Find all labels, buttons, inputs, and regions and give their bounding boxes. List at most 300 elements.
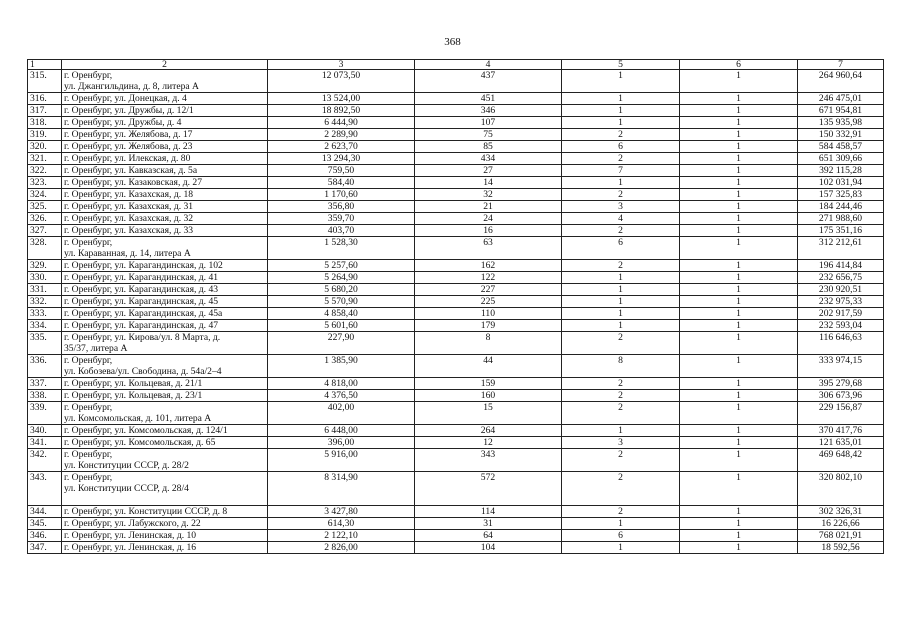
area-cell: 12 073,50	[268, 70, 415, 93]
amount-cell: 395 279,68	[798, 378, 884, 390]
area-cell: 2 826,00	[268, 542, 415, 554]
row-number-cell: 342.	[28, 449, 62, 472]
column-5-cell: 6	[562, 530, 680, 542]
address-cell	[62, 378, 268, 390]
column-4-cell: 63	[415, 237, 562, 260]
address-cell	[62, 308, 268, 320]
table-row	[28, 308, 884, 320]
amount-cell: 102 031,94	[798, 177, 884, 189]
column-4-cell: 21	[415, 201, 562, 213]
column-6-cell: 1	[680, 320, 798, 332]
column-5-cell: 1	[562, 425, 680, 437]
address-line: г. Оренбург, ул. Казахская, д. 18	[64, 189, 194, 200]
area-cell: 5 680,20	[268, 284, 415, 296]
area-cell: 1 528,30	[268, 237, 415, 260]
column-6-cell: 1	[680, 237, 798, 260]
column-header: 6	[680, 60, 798, 70]
address-cell	[62, 542, 268, 554]
address-cell	[62, 129, 268, 141]
row-number-cell: 315.	[28, 70, 62, 93]
column-header: 4	[415, 60, 562, 70]
amount-cell: 246 475,01	[798, 93, 884, 105]
area-cell: 4 376,50	[268, 390, 415, 402]
column-5-cell: 4	[562, 213, 680, 225]
area-cell: 4 818,00	[268, 378, 415, 390]
address-line: г. Оренбург,	[64, 449, 113, 460]
column-5-cell: 1	[562, 117, 680, 129]
address-line: г. Оренбург, ул. Ленинская, д. 16	[64, 542, 197, 553]
column-6-cell: 1	[680, 449, 798, 472]
table-row	[28, 213, 884, 225]
table-row	[28, 177, 884, 189]
column-4-cell: 110	[415, 308, 562, 320]
column-6-cell: 1	[680, 506, 798, 518]
table-row	[28, 260, 884, 272]
address-line: г. Оренбург, ул. Кирова/ул. 8 Марта, д.	[64, 332, 221, 343]
column-5-cell: 2	[562, 390, 680, 402]
row-number-cell: 339.	[28, 402, 62, 425]
table-row	[28, 105, 884, 117]
address-line: г. Оренбург, ул. Кавказская, д. 5а	[64, 165, 198, 176]
address-line: г. Оренбург, ул. Карагандинская, д. 43	[64, 284, 219, 295]
address-cell	[62, 402, 268, 425]
row-number-cell: 323.	[28, 177, 62, 189]
table-row	[28, 129, 884, 141]
amount-cell: 584 458,57	[798, 141, 884, 153]
address-line: ул. Кобозева/ул. Свободина, д. 54а/2–4	[64, 366, 222, 377]
column-5-cell: 2	[562, 153, 680, 165]
column-5-cell: 1	[562, 320, 680, 332]
address-line: г. Оренбург, ул. Илекская, д. 80	[64, 153, 191, 164]
address-cell	[62, 506, 268, 518]
column-header: 1	[28, 60, 62, 70]
column-6-cell: 1	[680, 530, 798, 542]
table-row	[28, 237, 884, 260]
address-line: г. Оренбург,	[64, 472, 113, 483]
area-cell: 2 289,90	[268, 129, 415, 141]
column-5-cell: 2	[562, 332, 680, 355]
row-number-cell: 319.	[28, 129, 62, 141]
column-6-cell: 1	[680, 117, 798, 129]
amount-cell: 232 593,04	[798, 320, 884, 332]
column-6-cell: 1	[680, 284, 798, 296]
table-row	[28, 93, 884, 105]
amount-cell: 306 673,96	[798, 390, 884, 402]
column-5-cell: 3	[562, 437, 680, 449]
address-cell	[62, 105, 268, 117]
column-4-cell: 27	[415, 165, 562, 177]
address-line: г. Оренбург, ул. Комсомольская, д. 65	[64, 437, 216, 448]
table-row	[28, 402, 884, 425]
row-number-cell: 343.	[28, 472, 62, 506]
column-4-cell: 85	[415, 141, 562, 153]
address-cell	[62, 296, 268, 308]
address-line: г. Оренбург, ул. Конституции СССР, д. 8	[64, 506, 228, 517]
row-number-cell: 345.	[28, 518, 62, 530]
address-line: г. Оренбург,	[64, 70, 113, 81]
row-number-cell: 317.	[28, 105, 62, 117]
amount-cell: 392 115,28	[798, 165, 884, 177]
table-row	[28, 390, 884, 402]
amount-cell: 135 935,98	[798, 117, 884, 129]
address-cell	[62, 332, 268, 355]
amount-cell: 184 244,46	[798, 201, 884, 213]
column-4-cell: 31	[415, 518, 562, 530]
address-line: г. Оренбург, ул. Донецкая, д. 4	[64, 93, 187, 104]
column-6-cell: 1	[680, 390, 798, 402]
address-line: ул. Караванная, д. 14, литера А	[64, 248, 191, 259]
table-row	[28, 518, 884, 530]
address-cell	[62, 189, 268, 201]
table-row	[28, 296, 884, 308]
column-5-cell: 1	[562, 296, 680, 308]
column-5-cell: 2	[562, 506, 680, 518]
column-6-cell: 1	[680, 308, 798, 320]
area-cell: 5 264,90	[268, 272, 415, 284]
address-cell	[62, 93, 268, 105]
column-header: 7	[798, 60, 884, 70]
table-row	[28, 425, 884, 437]
amount-cell: 18 592,56	[798, 542, 884, 554]
row-number-cell: 334.	[28, 320, 62, 332]
address-cell	[62, 117, 268, 129]
table-row	[28, 332, 884, 355]
table-row	[28, 472, 884, 506]
area-cell: 13 294,30	[268, 153, 415, 165]
row-number-cell: 340.	[28, 425, 62, 437]
table-row	[28, 165, 884, 177]
amount-cell: 333 974,15	[798, 355, 884, 378]
area-cell: 18 892,50	[268, 105, 415, 117]
address-line: ул. Джангильдина, д. 8, литера А	[64, 81, 199, 92]
column-4-cell: 75	[415, 129, 562, 141]
column-4-cell: 16	[415, 225, 562, 237]
column-6-cell: 1	[680, 272, 798, 284]
area-cell: 614,30	[268, 518, 415, 530]
address-line: г. Оренбург, ул. Карагандинская, д. 102	[64, 260, 223, 271]
address-line: г. Оренбург, ул. Комсомольская, д. 124/1	[64, 425, 228, 436]
area-cell: 227,90	[268, 332, 415, 355]
row-number-cell: 316.	[28, 93, 62, 105]
address-line: г. Оренбург, ул. Казахская, д. 33	[64, 225, 194, 236]
column-6-cell: 1	[680, 260, 798, 272]
column-6-cell: 1	[680, 165, 798, 177]
address-cell	[62, 437, 268, 449]
amount-cell: 202 917,59	[798, 308, 884, 320]
column-6-cell: 1	[680, 542, 798, 554]
amount-cell: 370 417,76	[798, 425, 884, 437]
row-number-cell: 329.	[28, 260, 62, 272]
column-4-cell: 162	[415, 260, 562, 272]
column-6-cell: 1	[680, 402, 798, 425]
column-5-cell: 7	[562, 165, 680, 177]
amount-cell: 768 021,91	[798, 530, 884, 542]
column-5-cell: 2	[562, 189, 680, 201]
page-number: 368	[444, 36, 461, 48]
address-cell	[62, 213, 268, 225]
area-cell: 4 858,40	[268, 308, 415, 320]
area-cell: 402,00	[268, 402, 415, 425]
column-6-cell: 1	[680, 129, 798, 141]
column-6-cell: 1	[680, 189, 798, 201]
row-number-cell: 318.	[28, 117, 62, 129]
amount-cell: 671 954,81	[798, 105, 884, 117]
column-6-cell: 1	[680, 201, 798, 213]
address-cell	[62, 518, 268, 530]
address-line: г. Оренбург, ул. Карагандинская, д. 45	[64, 296, 219, 307]
column-4-cell: 114	[415, 506, 562, 518]
row-number-cell: 336.	[28, 355, 62, 378]
column-5-cell: 6	[562, 237, 680, 260]
address-line: г. Оренбург, ул. Кольцевая, д. 21/1	[64, 378, 203, 389]
amount-cell: 116 646,63	[798, 332, 884, 355]
row-number-cell: 346.	[28, 530, 62, 542]
area-cell: 584,40	[268, 177, 415, 189]
address-cell	[62, 237, 268, 260]
amount-cell: 271 988,60	[798, 213, 884, 225]
row-number-cell: 328.	[28, 237, 62, 260]
column-4-cell: 14	[415, 177, 562, 189]
column-4-cell: 225	[415, 296, 562, 308]
table-row	[28, 189, 884, 201]
address-cell	[62, 177, 268, 189]
amount-cell: 150 332,91	[798, 129, 884, 141]
table-row	[28, 272, 884, 284]
column-4-cell: 227	[415, 284, 562, 296]
table-header-row	[28, 60, 884, 70]
column-4-cell: 437	[415, 70, 562, 93]
row-number-cell: 344.	[28, 506, 62, 518]
amount-cell: 312 212,61	[798, 237, 884, 260]
address-cell	[62, 449, 268, 472]
address-line: г. Оренбург,	[64, 237, 113, 248]
amount-cell: 232 975,33	[798, 296, 884, 308]
amount-cell: 264 960,64	[798, 70, 884, 93]
area-cell: 3 427,80	[268, 506, 415, 518]
address-line: 35/37, литера А	[64, 343, 128, 354]
area-cell: 2 122,10	[268, 530, 415, 542]
column-4-cell: 264	[415, 425, 562, 437]
column-5-cell: 3	[562, 201, 680, 213]
column-header: 3	[268, 60, 415, 70]
table-row	[28, 506, 884, 518]
column-6-cell: 1	[680, 425, 798, 437]
row-number-cell: 325.	[28, 201, 62, 213]
table-row	[28, 378, 884, 390]
address-cell	[62, 201, 268, 213]
row-number-cell: 330.	[28, 272, 62, 284]
area-cell: 359,70	[268, 213, 415, 225]
table-row	[28, 153, 884, 165]
column-6-cell: 1	[680, 518, 798, 530]
column-6-cell: 1	[680, 355, 798, 378]
table-row	[28, 530, 884, 542]
address-line: г. Оренбург, ул. Казаковская, д. 27	[64, 177, 203, 188]
address-cell	[62, 284, 268, 296]
row-number-cell: 326.	[28, 213, 62, 225]
column-4-cell: 122	[415, 272, 562, 284]
column-5-cell: 1	[562, 93, 680, 105]
address-cell	[62, 390, 268, 402]
amount-cell: 157 325,83	[798, 189, 884, 201]
row-number-cell: 332.	[28, 296, 62, 308]
row-number-cell: 320.	[28, 141, 62, 153]
address-line: г. Оренбург, ул. Дружбы, д. 12/1	[64, 105, 194, 116]
address-line: г. Оренбург, ул. Казахская, д. 32	[64, 213, 194, 224]
column-4-cell: 343	[415, 449, 562, 472]
row-number-cell: 327.	[28, 225, 62, 237]
column-5-cell: 2	[562, 225, 680, 237]
amount-cell: 175 351,16	[798, 225, 884, 237]
column-6-cell: 1	[680, 332, 798, 355]
row-number-cell: 335.	[28, 332, 62, 355]
column-6-cell: 1	[680, 378, 798, 390]
address-cell	[62, 530, 268, 542]
column-5-cell: 2	[562, 129, 680, 141]
address-cell	[62, 165, 268, 177]
row-number-cell: 337.	[28, 378, 62, 390]
column-4-cell: 8	[415, 332, 562, 355]
row-number-cell: 324.	[28, 189, 62, 201]
address-cell	[62, 320, 268, 332]
housing-registry-table	[27, 59, 884, 554]
address-cell	[62, 225, 268, 237]
address-cell	[62, 141, 268, 153]
column-5-cell: 1	[562, 177, 680, 189]
address-cell	[62, 355, 268, 378]
area-cell: 759,50	[268, 165, 415, 177]
column-header: 2	[62, 60, 268, 70]
column-header: 5	[562, 60, 680, 70]
row-number-cell: 338.	[28, 390, 62, 402]
column-4-cell: 451	[415, 93, 562, 105]
address-line: г. Оренбург, ул. Карагандинская, д. 47	[64, 320, 219, 331]
area-cell: 5 916,00	[268, 449, 415, 472]
area-cell: 6 448,00	[268, 425, 415, 437]
row-number-cell: 347.	[28, 542, 62, 554]
column-5-cell: 2	[562, 260, 680, 272]
table-row	[28, 449, 884, 472]
address-line: г. Оренбург, ул. Ленинская, д. 10	[64, 530, 197, 541]
table-row	[28, 117, 884, 129]
column-4-cell: 159	[415, 378, 562, 390]
column-6-cell: 1	[680, 213, 798, 225]
column-6-cell: 1	[680, 105, 798, 117]
address-line: г. Оренбург, ул. Желябова, д. 23	[64, 141, 193, 152]
address-cell	[62, 70, 268, 93]
table-row	[28, 542, 884, 554]
column-6-cell: 1	[680, 141, 798, 153]
column-5-cell: 6	[562, 141, 680, 153]
column-4-cell: 44	[415, 355, 562, 378]
column-5-cell: 8	[562, 355, 680, 378]
column-6-cell: 1	[680, 177, 798, 189]
column-5-cell: 2	[562, 402, 680, 425]
amount-cell: 229 156,87	[798, 402, 884, 425]
area-cell: 356,80	[268, 201, 415, 213]
row-number-cell: 341.	[28, 437, 62, 449]
address-line: г. Оренбург, ул. Кольцевая, д. 23/1	[64, 390, 203, 401]
address-line: г. Оренбург,	[64, 355, 113, 366]
column-4-cell: 24	[415, 213, 562, 225]
area-cell: 5 257,60	[268, 260, 415, 272]
column-6-cell: 1	[680, 153, 798, 165]
amount-cell: 302 326,31	[798, 506, 884, 518]
address-line: г. Оренбург, ул. Дружбы, д. 4	[64, 117, 182, 128]
column-6-cell: 1	[680, 296, 798, 308]
area-cell: 6 444,90	[268, 117, 415, 129]
amount-cell: 469 648,42	[798, 449, 884, 472]
table-row	[28, 320, 884, 332]
amount-cell: 232 656,75	[798, 272, 884, 284]
column-5-cell: 1	[562, 70, 680, 93]
area-cell: 5 570,90	[268, 296, 415, 308]
column-4-cell: 346	[415, 105, 562, 117]
address-cell	[62, 272, 268, 284]
column-4-cell: 12	[415, 437, 562, 449]
column-5-cell: 1	[562, 272, 680, 284]
address-cell	[62, 472, 268, 506]
column-4-cell: 179	[415, 320, 562, 332]
area-cell: 396,00	[268, 437, 415, 449]
column-4-cell: 104	[415, 542, 562, 554]
table-row	[28, 70, 884, 93]
address-line: г. Оренбург, ул. Лабужского, д. 22	[64, 518, 201, 529]
address-line: г. Оренбург, ул. Казахская, д. 31	[64, 201, 194, 212]
area-cell: 403,70	[268, 225, 415, 237]
column-6-cell: 1	[680, 93, 798, 105]
column-4-cell: 64	[415, 530, 562, 542]
address-line: ул. Конституции СССР, д. 28/2	[64, 460, 189, 471]
column-5-cell: 2	[562, 472, 680, 506]
address-line: ул. Конституции СССР, д. 28/4	[64, 483, 189, 494]
area-cell: 2 623,70	[268, 141, 415, 153]
column-5-cell: 1	[562, 284, 680, 296]
address-cell	[62, 153, 268, 165]
address-line: г. Оренбург, ул. Карагандинская, д. 45а	[64, 308, 223, 319]
table-row	[28, 437, 884, 449]
column-6-cell: 1	[680, 472, 798, 506]
table-row	[28, 201, 884, 213]
row-number-cell: 322.	[28, 165, 62, 177]
column-4-cell: 434	[415, 153, 562, 165]
column-6-cell: 1	[680, 70, 798, 93]
amount-cell: 196 414,84	[798, 260, 884, 272]
column-5-cell: 1	[562, 518, 680, 530]
table-row	[28, 284, 884, 296]
address-cell	[62, 425, 268, 437]
column-5-cell: 1	[562, 308, 680, 320]
area-cell: 1 385,90	[268, 355, 415, 378]
address-line: ул. Комсомольская, д. 101, литера А	[64, 413, 212, 424]
row-number-cell: 321.	[28, 153, 62, 165]
address-cell	[62, 260, 268, 272]
column-4-cell: 160	[415, 390, 562, 402]
address-line: г. Оренбург, ул. Карагандинская, д. 41	[64, 272, 219, 283]
area-cell: 5 601,60	[268, 320, 415, 332]
address-line: г. Оренбург, ул. Желябова, д. 17	[64, 129, 193, 140]
table-row	[28, 225, 884, 237]
column-4-cell: 107	[415, 117, 562, 129]
table-row	[28, 141, 884, 153]
amount-cell: 16 226,66	[798, 518, 884, 530]
row-number-cell: 333.	[28, 308, 62, 320]
area-cell: 8 314,90	[268, 472, 415, 506]
column-5-cell: 1	[562, 542, 680, 554]
area-cell: 13 524,00	[268, 93, 415, 105]
row-number-cell: 331.	[28, 284, 62, 296]
amount-cell: 320 802,10	[798, 472, 884, 506]
